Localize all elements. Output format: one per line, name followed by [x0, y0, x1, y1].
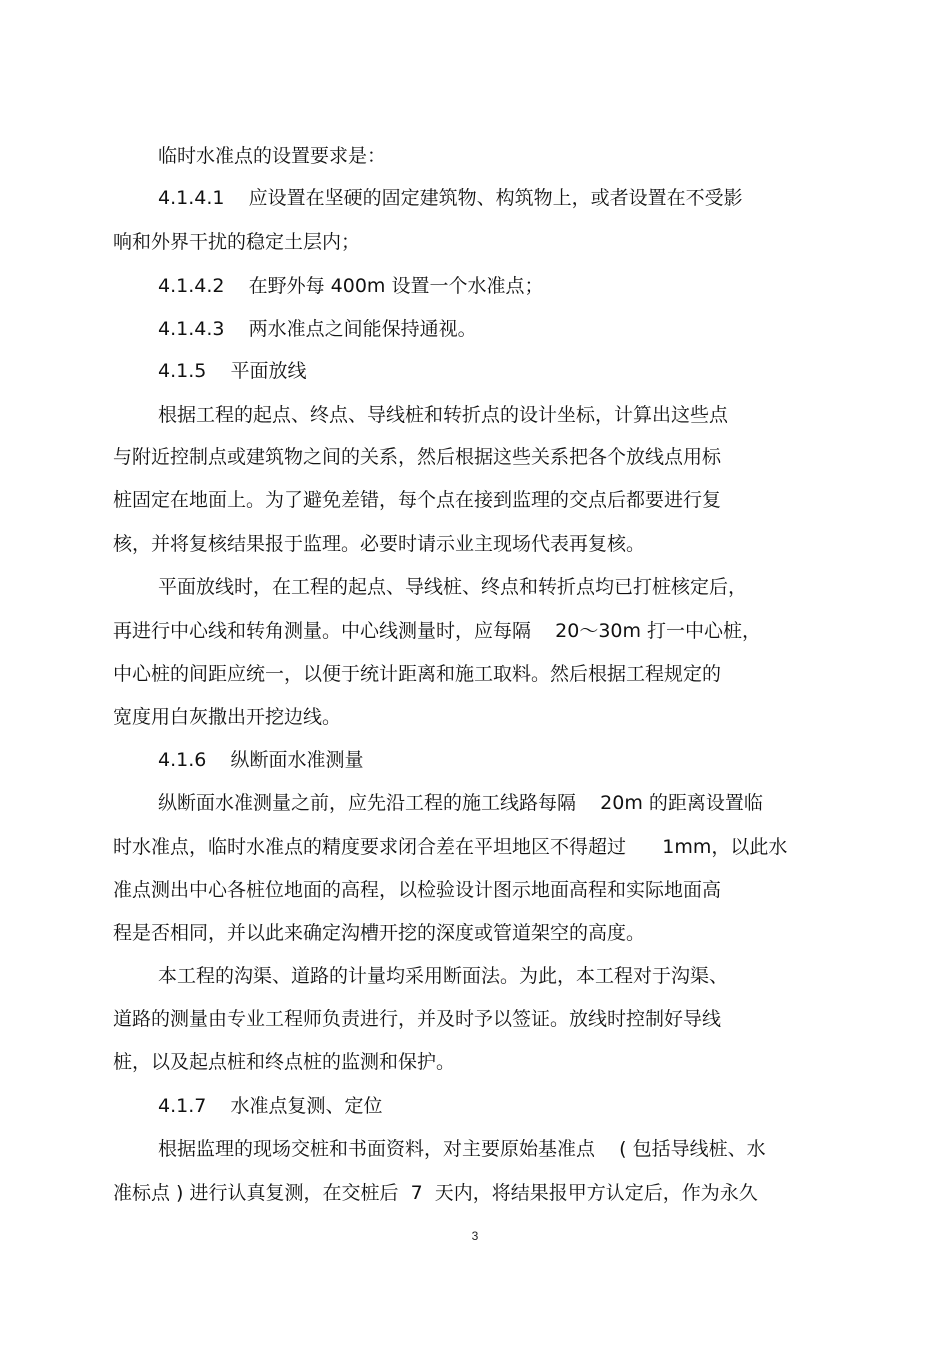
- text-line: 再进行中心线和转角测量。中心线测量时，应每隔 20～30m 打一中心桩，: [113, 620, 762, 642]
- text-line: 道路的测量由专业工程师负责进行，并及时予以签证。放线时控制好导线: [113, 1008, 722, 1030]
- text-line: 本工程的沟渠、道路的计量均采用断面法。为此，本工程对于沟渠、: [158, 965, 729, 987]
- text-line: 时水准点，临时水准点的精度要求闭合差在平坦地区不得超过 1mm，以此水: [113, 836, 788, 858]
- section-heading: 4.1.6 纵断面水准测量: [158, 749, 364, 771]
- text-line: 程是否相同，并以此来确定沟槽开挖的深度或管道架空的高度。: [113, 922, 646, 944]
- text-line: 4.1.4.2 在野外每 400m 设置一个水准点；: [158, 275, 544, 297]
- text-line: 中心桩的间距应统一，以便于统计距离和施工取料。然后根据工程规定的: [113, 663, 722, 685]
- text-line: 响和外界干扰的稳定土层内；: [113, 231, 361, 253]
- text-line: 4.1.4.3 两水准点之间能保持通视。: [158, 318, 477, 340]
- text-line: 临时水准点的设置要求是：: [158, 145, 387, 167]
- text-line: 准点测出中心各桩位地面的高程，以检验设计图示地面高程和实际地面高: [113, 879, 722, 901]
- text-line: 准标点 ) 进行认真复测，在交桩后 7 天内，将结果报甲方认定后，作为永久: [113, 1182, 758, 1204]
- text-line: 纵断面水准测量之前，应先沿工程的施工线路每隔 20m 的距离设置临: [158, 792, 763, 814]
- text-line: 桩固定在地面上。为了避免差错，每个点在接到监理的交点后都要进行复: [113, 489, 722, 511]
- text-line: 宽度用白灰撒出开挖边线。: [113, 706, 342, 728]
- section-heading: 4.1.5 平面放线: [158, 360, 307, 382]
- text-line: 桩，以及起点桩和终点桩的监测和保护。: [113, 1051, 456, 1073]
- section-heading: 4.1.7 水准点复测、定位: [158, 1095, 383, 1117]
- page-number: 3: [471, 1229, 479, 1243]
- text-line: 根据监理的现场交桩和书面资料，对主要原始基准点 ( 包括导线桩、水: [158, 1138, 766, 1160]
- text-line: 与附近控制点或建筑物之间的关系，然后根据这些关系把各个放线点用标: [113, 446, 722, 468]
- text-line: 4.1.4.1 应设置在坚硬的固定建筑物、构筑物上，或者设置在不受影: [158, 187, 743, 209]
- text-line: 根据工程的起点、终点、导线桩和转折点的设计坐标，计算出这些点: [158, 404, 729, 426]
- text-line: 平面放线时，在工程的起点、导线桩、终点和转折点均已打桩核定后，: [158, 576, 748, 598]
- text-line: 核，并将复核结果报于监理。必要时请示业主现场代表再复核。: [113, 533, 646, 555]
